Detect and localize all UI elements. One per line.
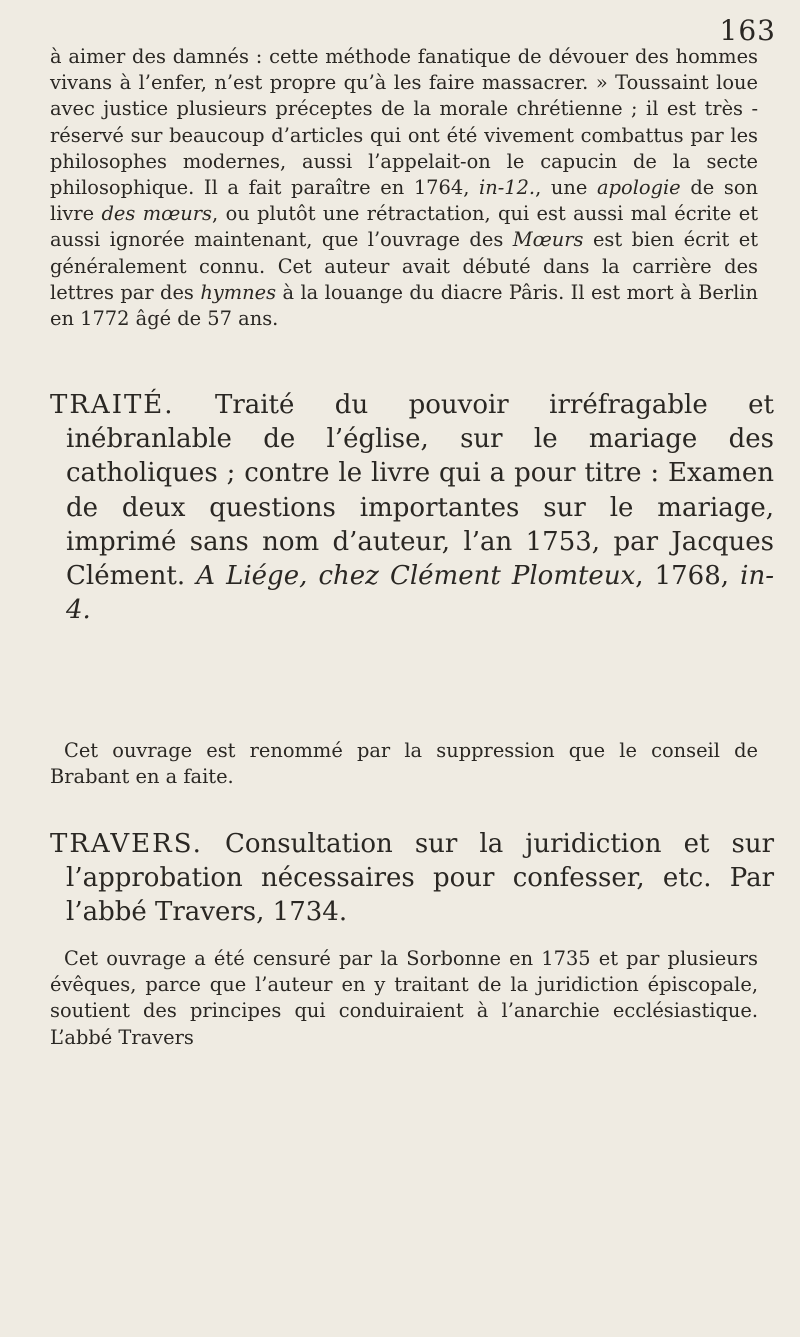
title-italic: des mœurs: [101, 202, 213, 226]
entry-travers-note: Cet ouvrage a été censuré par la Sorbonne en 1735 et par plusieurs évêques, parce que l’auteur en y traitant de la juridiction épiscopale, soutient des principes qui conduiraient à l’anarchie ecclésiastique. L’abbé Travers: [50, 947, 758, 1049]
page-number: 163: [719, 14, 776, 47]
text-run: à la louange du diacre Pâris. Il est mort à Berlin en 1772 âgé de 57 ans.: [50, 280, 758, 331]
entry-traite: [50, 388, 774, 627]
text-run: de son livre: [50, 176, 758, 226]
title-italic: apologie: [597, 176, 681, 200]
title-italic: Mœurs: [512, 228, 584, 252]
format-term: in-4.: [66, 561, 774, 626]
imprint-italic: A Liége, chez Clément Plomteux: [196, 561, 636, 592]
entry-travers: [50, 827, 774, 930]
text-run: à aimer des damnés : cette méthode fanatique de dévouer des hommes vivans à l’enfer, n’est propre qu’à les faire massacrer. » Toussaint loue avec justice plusieurs préceptes de la morale chrétienne ; il est très - réservé sur beaucoup d’articles qui ont été vivement combattus par les philosophes modernes, aussi l’appelait-on le capucin de la secte philosophique. Il a fait paraître en 1764,: [50, 45, 758, 200]
entry-keyword: TRAITÉ.: [50, 390, 175, 420]
entry-text: Traité du pouvoir irréfragable et inébranlable de l’église, sur le mariage des catholiques ; contre le livre qui a pour titre : Examen de deux questions importantes sur le mariage, imprimé sans nom d’auteur, l’an 1753, par Jacques Clément.: [66, 390, 774, 592]
format-term: in-12.: [479, 176, 536, 200]
entry-keyword: TRAVERS.: [50, 829, 203, 859]
entry-text: Consultation sur la juridiction et sur l’approbation nécessaires pour confesser, etc. Par l’abbé Travers, 1734.: [66, 829, 774, 928]
text-run: est bien écrit et généralement connu. Cet auteur avait débuté dans la carrière des lettres par des: [50, 228, 758, 304]
text-run: , une: [535, 176, 598, 200]
entry-text: , 1768,: [635, 561, 741, 592]
title-italic: hymnes: [200, 280, 277, 304]
entry-traite-note: Cet ouvrage est renommé par la suppression que le conseil de Brabant en a faite.: [50, 739, 758, 789]
continuation-paragraph: [50, 44, 758, 332]
text-run: , ou plutôt une rétractation, qui est aussi mal écrite et aussi ignorée maintenant, que l’ouvrage des: [50, 202, 758, 252]
